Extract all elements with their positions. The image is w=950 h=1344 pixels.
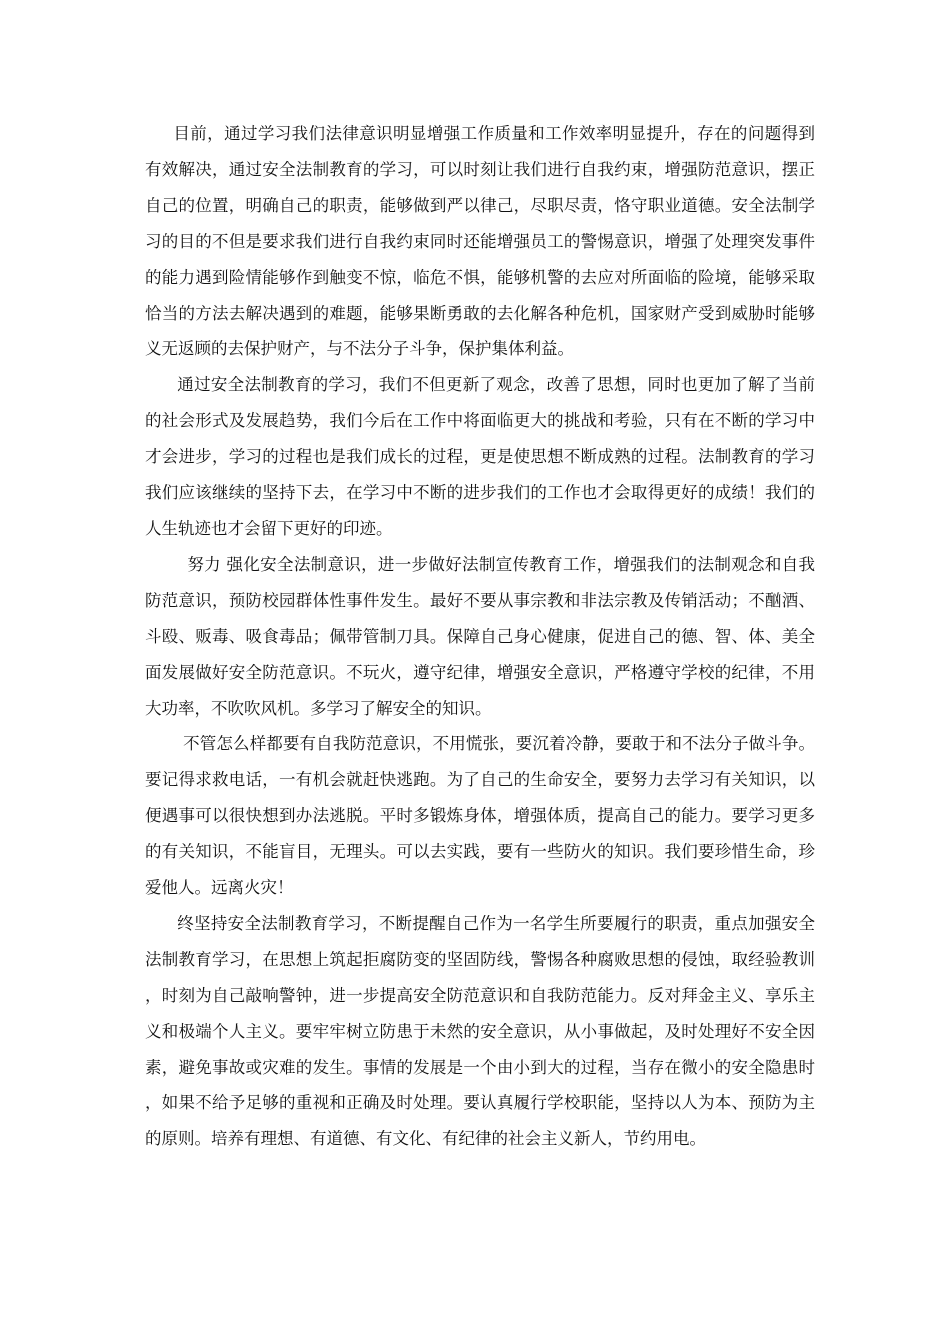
paragraph-4-text: 不管怎么样都要有自我防范意识，不用慌张，要沉着冷静，要敢于和不法分子做斗争。要记得求救电话，一有机会就赶快逃跑。为了自己的生命安全，要努力去学习有关知识，以便遇事可以很快想到办法逃脱。平时多锻炼身体，增强体质，提高自己的能力。要学习更多的有关知识，不能盲目，无理头。可以去实践，要有一些防火的知识。我们要珍惜生命，珍爱他人。远离火灾！ (145, 734, 815, 898)
paragraph-1 (145, 116, 815, 367)
paragraph-3-text: 努力 强化安全法制意识，进一步做好法制宣传教育工作，增强我们的法制观念和自我防范意识，预防校园群体性事件发生。最好不要从事宗教和非法宗教及传销活动；不酗酒、斗殴、贩毒、吸食毒品；佩带管制刀具。保障自己身心健康，促进自己的德、智、体、美全面发展做好安全防范意识。不玩火，遵守纪律，增强安全意识，严格遵守学校的纪律，不用大功率，不吹吹风机。多学习了解安全的知识。 (145, 554, 815, 718)
paragraph-5-text: 终坚持安全法制教育学习，不断提醒自己作为一名学生所要履行的职责，重点加强安全法制教育学习，在思想上筑起拒腐防变的坚固防线，警惕各种腐败思想的侵蚀，取经验教训，时刻为自己敲响警钟，进一步提高安全防范意识和自我防范能力。反对拜金主义、享乐主义和极端个人主义。要牢牢树立防患于未然的安全意识，从小事做起，及时处理好不安全因素，避免事故或灾难的发生。事情的发展是一个由小到大的过程，当存在微小的安全隐患时，如果不给予足够的重视和正确及时处理。要认真履行学校职能，坚持以人为本、预防为主的原则。培养有理想、有道德、有文化、有纪律的社会主义新人，节约用电。 (145, 913, 815, 1149)
paragraph-2 (145, 367, 815, 547)
document-body (145, 116, 815, 1157)
paragraph-1-text: 目前，通过学习我们法律意识明显增强工作质量和工作效率明显提升，存在的问题得到有效解决，通过安全法制教育的学习，可以时刻让我们进行自我约束，增强防范意识，摆正自己的位置，明确自己的职责，能够做到严以律己，尽职尽责，恪守职业道德。安全法制学习的目的不但是要求我们进行自我约束同时还能增强员工的警惕意识，增强了处理突发事件的能力遇到险情能够作到触变不惊，临危不惧，能够机警的去应对所面临的险境，能够采取恰当的方法去解决遇到的难题，能够果断勇敢的去化解各种危机，国家财产受到威胁时能够义无返顾的去保护财产，与不法分子斗争，保护集体利益。 (145, 124, 815, 359)
paragraph-3 (145, 547, 815, 727)
paragraph-2-text: 通过安全法制教育的学习，我们不但更新了观念，改善了思想，同时也更加了解了当前的社会形式及发展趋势，我们今后在工作中将面临更大的挑战和考验，只有在不断的学习中才会进步，学习的过程也是我们成长的过程，更是使思想不断成熟的过程。法制教育的学习我们应该继续的坚持下去，在学习中不断的进步我们的工作也才会取得更好的成绩！我们的人生轨迹也才会留下更好的印迹。 (145, 375, 815, 538)
paragraph-5 (145, 906, 815, 1157)
paragraph-4 (145, 726, 815, 906)
